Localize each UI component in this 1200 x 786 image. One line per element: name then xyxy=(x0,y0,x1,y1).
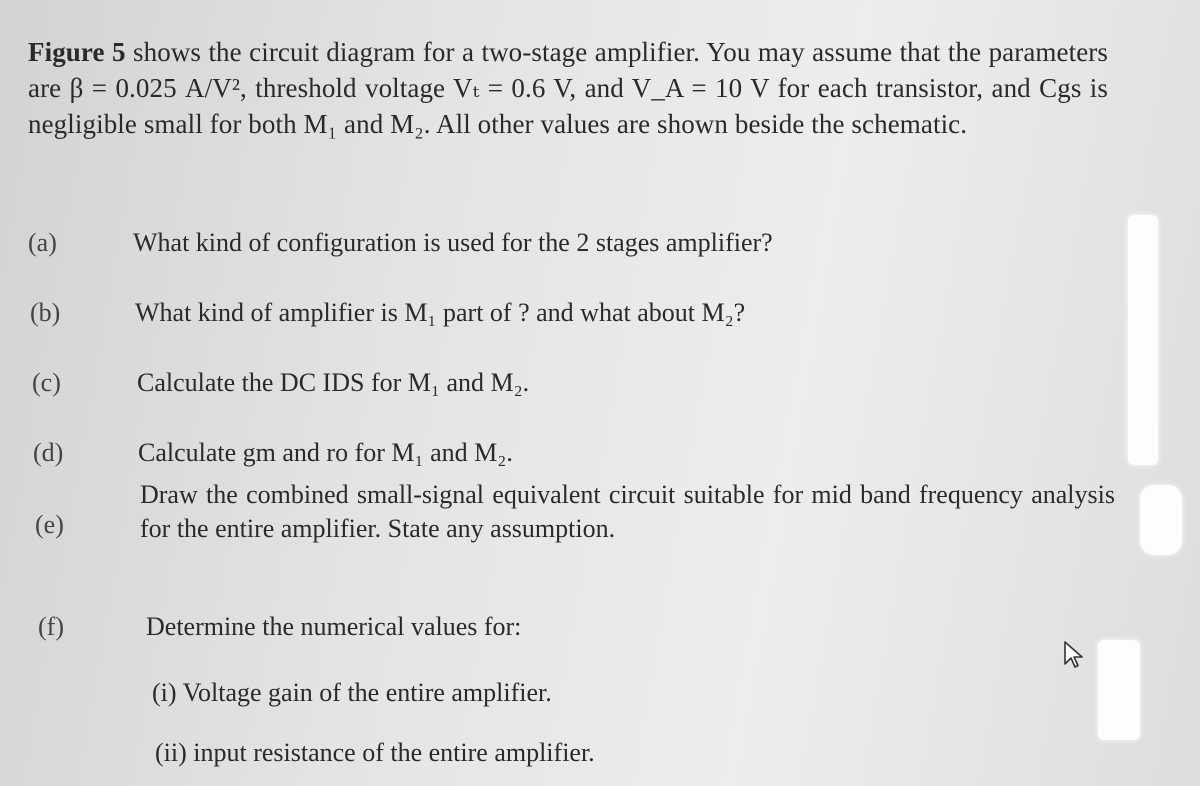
question-text: Determine the numerical values for: xyxy=(146,612,522,641)
question-text: Calculate gm and ro for M₁ and M₂. xyxy=(138,438,513,467)
mouse-pointer-icon xyxy=(1062,640,1086,670)
edge-glare xyxy=(1140,485,1182,555)
edge-glare xyxy=(1098,640,1140,740)
question-text: Calculate the DC IDS for M₁ and M₂. xyxy=(137,368,530,397)
question-text: What kind of amplifier is M₁ part of ? and what about M₂? xyxy=(135,298,746,327)
question-label: (d) xyxy=(33,438,64,467)
question-e xyxy=(140,478,1115,546)
intro-paragraph xyxy=(28,34,1108,142)
figure-reference: Figure 5 xyxy=(28,37,126,67)
question-label: (f) xyxy=(38,612,64,641)
question-text: Draw the combined small-signal equivalent circuit suitable for mid band frequency analysis for the entire amplifier. State any assumption. xyxy=(140,480,1115,543)
subitem-text: (i) Voltage gain of the entire amplifier. xyxy=(152,678,552,707)
question-label: (b) xyxy=(30,298,61,327)
question-label: (c) xyxy=(32,368,61,397)
subitem-text: (ii) input resistance of the entire amplifier. xyxy=(155,738,595,767)
edge-glare xyxy=(1128,215,1158,465)
intro-text: shows the circuit diagram for a two-stage amplifier. You may assume that the parameters are β = 0.025 A/V², threshold voltage Vₜ = 0.6 V, and V_A = 10 V for each transistor, and Cgs is negligible small for both M₁ and M₂. All other values are shown beside the schematic. xyxy=(28,37,1109,139)
question-label: (e) xyxy=(35,510,64,539)
question-text: What kind of configuration is used for the 2 stages amplifier? xyxy=(133,228,773,257)
question-label: (a) xyxy=(28,228,57,257)
